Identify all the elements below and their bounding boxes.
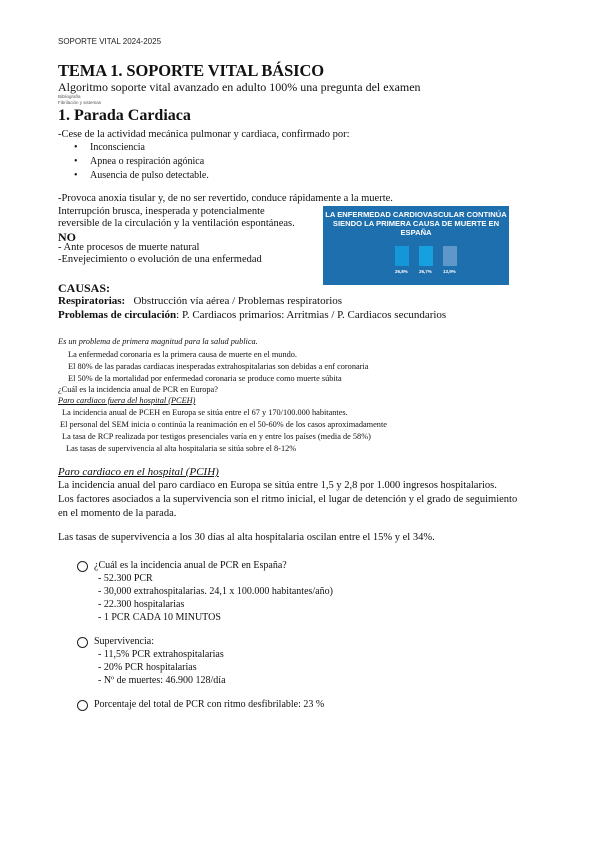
lungs-icon (443, 246, 457, 266)
list-item: • Ausencia de pulso detectable. (74, 170, 209, 181)
causa-respiratoria: Respiratorias: Obstrucción vía aérea / Problemas respiratorios (58, 295, 343, 307)
pcih-line: en el momento de la parada. (58, 508, 177, 519)
list-item: La incidencia anual de PCEH en Europa se sitúa entre el 67 y 170/100.000 habitantes. (62, 408, 348, 417)
list-item: La tasa de RCP realizada por testigos presenciales varía en y entre los países (media de 58%) (62, 432, 371, 441)
list-item: - 30,000 extrahospitalarias. 24,1 x 100.000 habitantes/año) (98, 586, 333, 597)
list-item: - 22.300 hospitalarias (98, 599, 185, 610)
tiny-note: Bibliografía (58, 94, 81, 99)
supervivencia-heading: Supervivencia: (94, 636, 154, 647)
heart-icon (419, 246, 433, 266)
causas-heading: CAUSAS: (58, 281, 111, 295)
list-item: - 52.300 PCR (98, 573, 153, 584)
heart-icon (395, 246, 409, 266)
pceh-heading: Paro cardiaco fuera del hospital (PCEH) (58, 396, 196, 405)
subtitle: Algoritmo soporte vital avanzado en adulto 100% una pregunta del examen (58, 80, 421, 94)
list-item: La enfermedad coronaria es la primera causa de muerte en el mundo. (68, 350, 297, 359)
interrupt-text: reversible de la circulación y la ventilación espontáneas. (58, 218, 295, 229)
tiny-note: Fibrilación y sistemas (58, 100, 102, 105)
infographic-percent: 26,7% (419, 269, 432, 274)
page-title: TEMA 1. SOPORTE VITAL BÁSICO (58, 61, 325, 80)
infographic-percent: 26,8% (395, 269, 408, 274)
spain-question: ¿Cuál es la incidencia anual de PCR en España? (94, 560, 287, 571)
circle-bullet-icon (77, 561, 88, 572)
interrupt-text: Interrupción brusca, inesperada y potencialmente (58, 206, 265, 217)
question: ¿Cuál es la incidencia anual de PCR en Europa? (58, 385, 218, 394)
section-heading: 1. Parada Cardiaca (58, 107, 191, 124)
pcih-line: Los factores asociados a la supervivencia son el ritmo inicial, el lugar de detención y el grado de seguimiento (58, 494, 518, 505)
no-heading: NO (58, 230, 76, 244)
definition: -Cese de la actividad mecánica pulmonar y cardiaca, confirmado por: (58, 129, 350, 140)
list-item: Las tasas de supervivencia al alta hospitalaria se sitúa sobre el 8-12% (66, 444, 297, 453)
circle-bullet-icon (77, 700, 88, 711)
circle-bullet-icon (77, 637, 88, 648)
causa-circulacion: Problemas de circulación: P. Cardiacos primarios: Arritmias / P. Cardiacos secundarios (58, 309, 447, 321)
list-item: • Apnea o respiración agónica (74, 156, 205, 167)
list-item: - 11,5% PCR extrahospitalarias (98, 649, 224, 660)
infographic-percent: 13,9% (443, 269, 456, 274)
pcih-heading: Paro cardiaco en el hospital (PCIH) (58, 466, 219, 478)
list-item: • Inconsciencia (74, 142, 145, 153)
list-item: - 20% PCR hospitalarias (98, 662, 197, 673)
list-item: El 50% de la mortalidad por enfermedad coronaria se produce como muerte súbita (68, 374, 342, 383)
list-item: - Nº de muertes: 46.900 128/día (98, 675, 226, 686)
infographic-image (323, 206, 509, 285)
list-item: El personal del SEM inicia o continúa la reanimación en el 50-60% de los casos aproximadamente (60, 420, 387, 429)
desfibrilable-text: Porcentaje del total de PCR con ritmo desfibrilable: 23 % (94, 699, 325, 710)
list-item: - 1 PCR CADA 10 MINUTOS (98, 612, 221, 623)
infographic-title: LA ENFERMEDAD CARDIOVASCULAR CONTINÚA SIENDO LA PRIMERA CAUSA DE MUERTE EN ESPAÑA (325, 210, 507, 237)
list-item: -Envejecimiento o evolución de una enfermedad (58, 254, 262, 265)
pcih-line: La incidencia anual del paro cardiaco en Europa se sitúa entre 1,5 y 2,8 por 1.000 ingresos hospitalarios. (58, 480, 497, 491)
page-header: SOPORTE VITAL 2024-2025 (58, 37, 162, 46)
anoxia-text: -Provoca anoxia tisular y, de no ser revertido, conduce rápidamente a la muerte. (58, 193, 393, 204)
problem-heading: Es un problema de primera magnitud para la salud publica. (58, 337, 258, 346)
list-item: El 80% de las paradas cardiacas inesperadas extrahospitalarias son debidas a enf coronaria (68, 362, 369, 371)
list-item: - Ante procesos de muerte natural (58, 242, 200, 253)
survival-text: Las tasas de supervivencia a los 30 días al alta hospitalaria oscilan entre el 15% y el 34%. (58, 532, 435, 543)
